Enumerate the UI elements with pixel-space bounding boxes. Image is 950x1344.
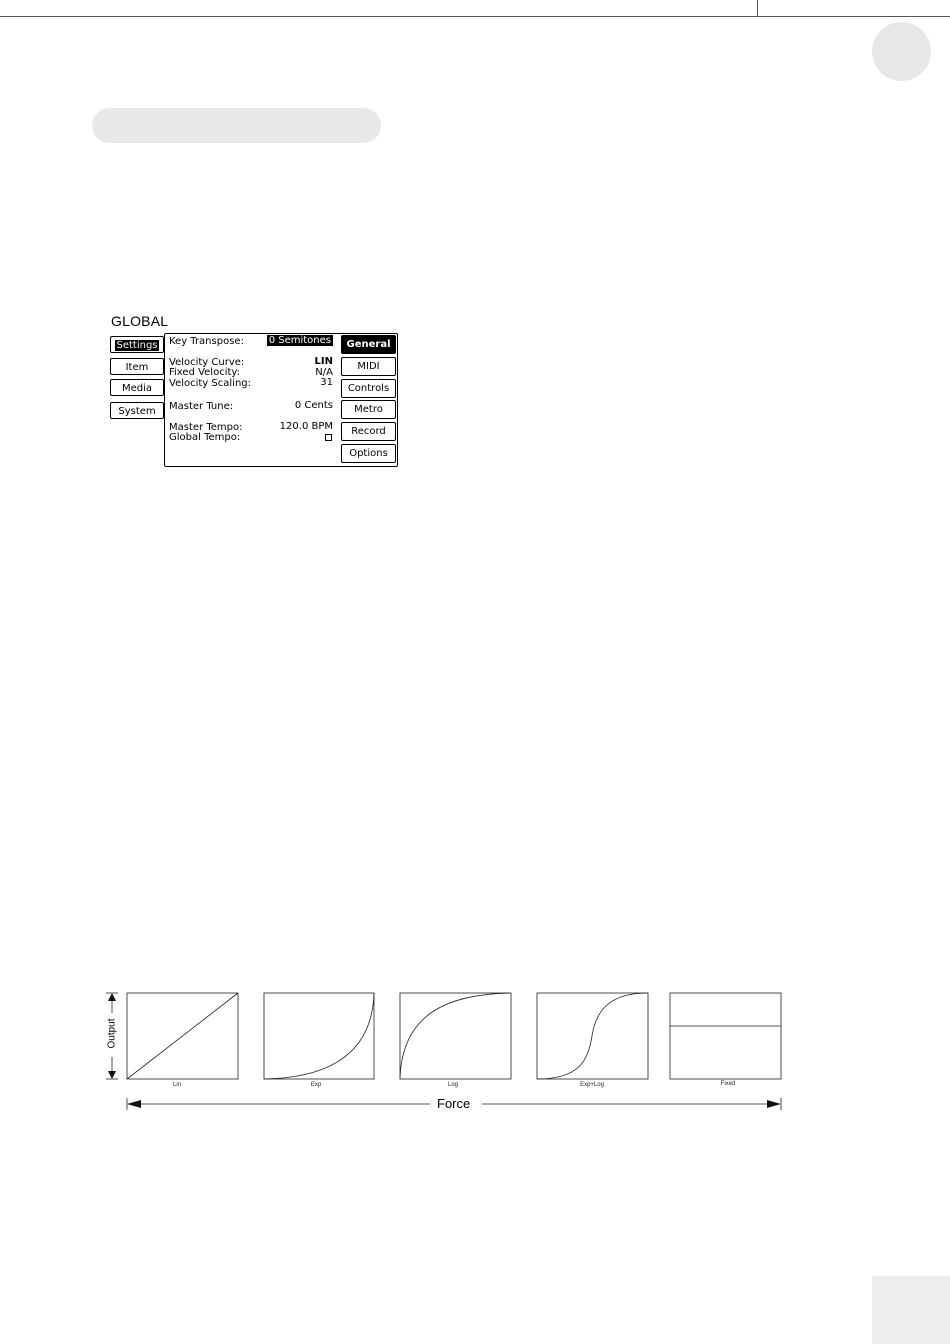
velocity-scaling-value[interactable]: 31 [320,377,333,388]
curve-log [400,993,511,1079]
metro-button[interactable]: Metro [341,400,396,419]
velocity-curve-value[interactable]: LIN [314,356,333,367]
force-axis-label: Force [437,1096,471,1111]
curve-box-explog [537,993,648,1079]
velocity-scaling-label: Velocity Scaling: [169,378,251,389]
output-arrow-up-icon [108,993,116,1001]
record-button[interactable]: Record [341,422,396,441]
master-tempo-value[interactable]: 120.0 BPM [279,421,333,432]
curve-label-fixed: Fixed [720,1081,736,1087]
curve-box-log [400,993,511,1079]
output-arrow-down-icon [108,1071,116,1079]
curve-box-exp [264,993,374,1079]
curve-label-lin: Lin [172,1082,181,1088]
master-tune-label: Master Tune: [169,401,234,412]
tab-settings[interactable]: Settings [110,336,164,353]
curve-label-exp: Exp [310,1082,322,1088]
screen-title: GLOBAL [111,313,169,329]
controls-button[interactable]: Controls [341,379,396,398]
curve-explog [537,993,648,1079]
tab-media[interactable]: Media [110,379,164,396]
output-axis-label: Output [106,1018,118,1049]
fixed-velocity-label: Fixed Velocity: [169,367,240,378]
tab-system[interactable]: System [110,402,164,419]
curve-label-explog: Exp+Log [580,1082,604,1088]
curve-box-fixed [670,993,781,1079]
master-tune-value[interactable]: 0 Cents [294,400,333,411]
master-tempo-label: Master Tempo: [169,422,243,433]
options-button[interactable]: Options [341,444,396,463]
tab-item[interactable]: Item [110,358,164,375]
force-arrow-left-icon [127,1100,141,1108]
key-transpose-label: Key Transpose: [169,336,244,347]
velocity-curve-label: Velocity Curve: [169,357,245,368]
midi-button[interactable]: MIDI [341,357,396,376]
curve-lin [127,993,238,1079]
fixed-velocity-value[interactable]: N/A [315,367,333,378]
force-arrow-right-icon [767,1100,781,1108]
general-button[interactable]: General [341,335,396,354]
global-tempo-label: Global Tempo: [169,432,241,443]
key-transpose-value[interactable]: 0 Semitones [268,335,331,346]
curve-exp [264,993,374,1079]
curve-label-log: Log [447,1082,458,1088]
